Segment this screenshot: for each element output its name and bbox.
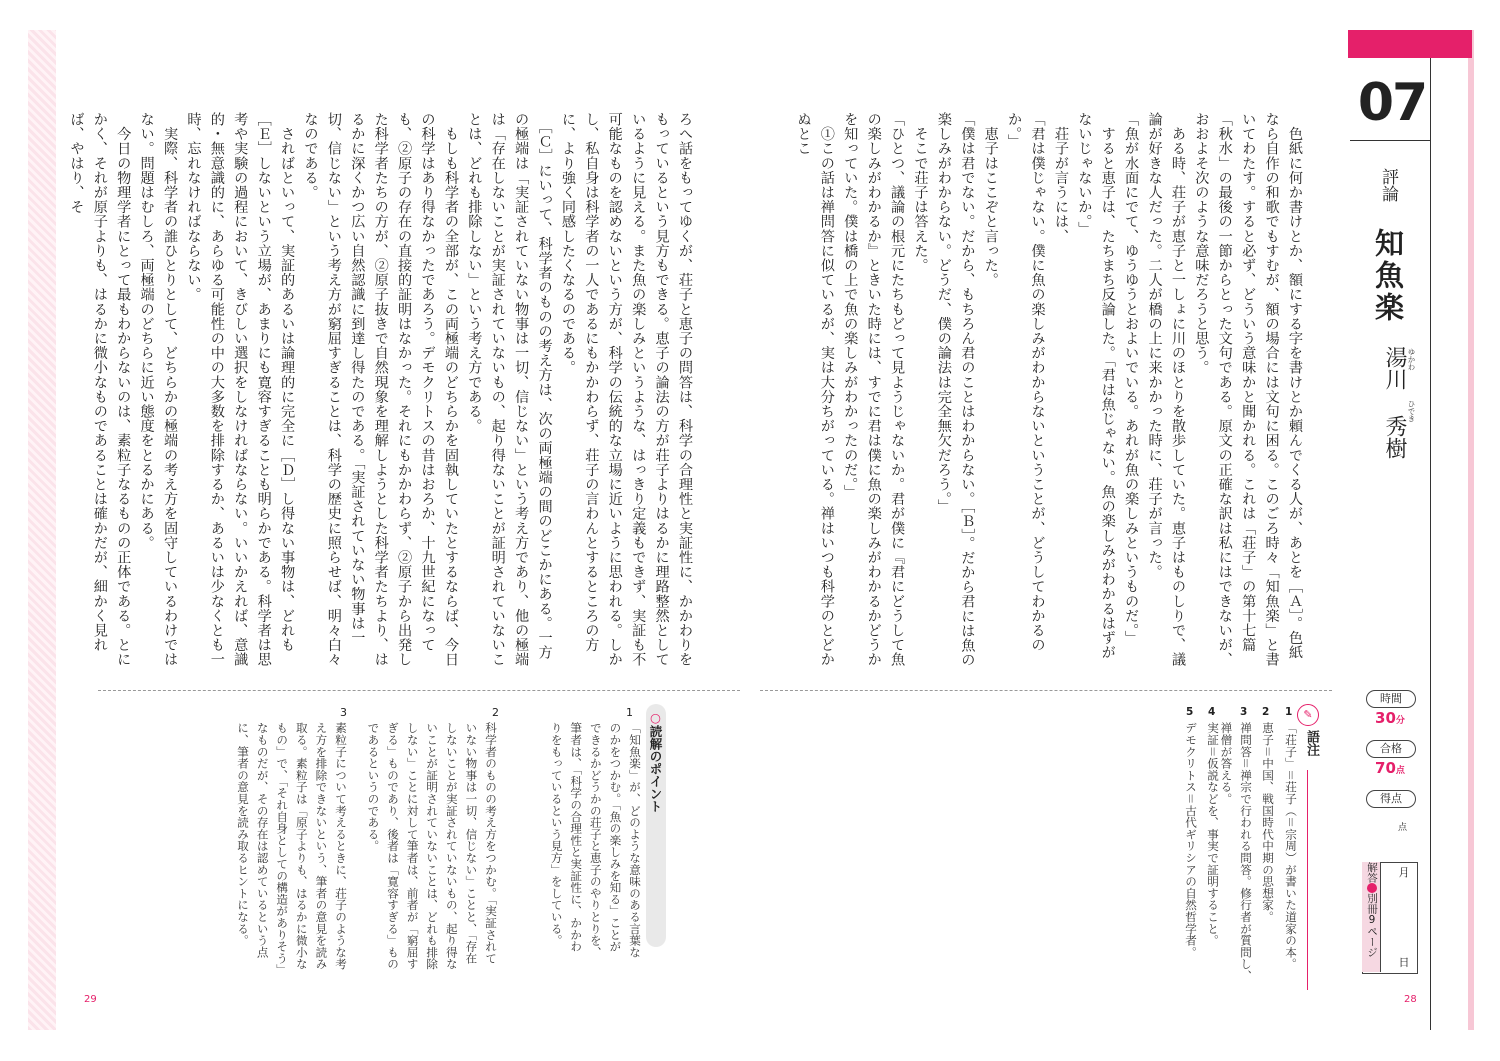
glossary-note-number: 5 [1186,706,1194,718]
glossary-heading: 語注 [1304,730,1319,756]
right-page-divider [760,690,1332,691]
lesson-title: 知魚楽 [1371,228,1405,324]
glossary-note: デモクリトス＝古代ギリシアの自然哲学者。 [1184,722,1198,958]
date-fields [1396,866,1412,970]
lesson-number: 07 [1357,73,1427,133]
main-text-right-page: 色紙に何か書けとか、額にする字を書けとか頼んでくる人が、あとを［Ａ］。色紙なら自作の和歌でもすむが、額の場合には文句に困る。このごろ時々「知魚楽」と書いてわたす。すると必ず、どういう意味かと聞かれる。これは「荘子」の第十七篇「秋水」の最後の一節からとった文句である。原文の正確な訳は私にはできないが、おおよそ次のような意味だろうと思う。 ある時、荘子が恵子と一しょに川のほとりを散歩していた。恵子はものしりで、議論が好きな人だった。二人が橋の上に来かかった時に、荘子が言った。 「魚が水面にでて、ゆうゆうとおよいでいる。あれが魚の楽しみというものだ。」 すると恵子は、たちまち反論した。「君は魚じゃない。魚の楽しみがわかるはずがないじゃないか。」 荘子が言うには、 「君は僕じゃない。僕に魚の楽しみがわからないということが、どうしてわかるのか。」 恵子はここぞと言った。 「僕は君でない。だから、もちろん君のことはわからない。［Ｂ］。だから君には魚の楽しみがわからない。どうだ、僕の論法は完全無欠だろう。」 そこで荘子は答えた。 「ひとつ、議論の根元にたちもどって見ようじゃないか。君が僕に『君にどうして魚の楽しみがわかるか』ときいた時には、すでに君は僕に魚の楽しみがわかるかどうかを知っていた。僕は橋の上で魚の楽しみがわかったのだ。」 ①この話は禅問答に似ているが、実は大分ちがっている。禅はいつも科学のとどかぬとこ [795,112,1303,668]
glossary-note-number: 3 [1240,706,1248,718]
glossary-note: 実証＝仮説などを、事実で証明すること。 [1206,722,1220,947]
answer-date-separator [1380,862,1381,972]
pencil-icon: ✎ [1297,704,1319,726]
author-ruby-family: ゆかわ [1407,348,1416,371]
main-text-left-page: ろへ話をもってゆくが、荘子と恵子の問答は、科学の合理性と実証性に、かかわりをもっているという見方もできる。恵子の論法の方が荘子よりはるかに理路整然としているように見える。また魚の楽しみというような、はっきり定義もできず、実証も不可能なものを認めないという方が、科学の伝統的な立場に近いように思われる。しかし、私自身は科学者の一人であるにもかかわらず、荘子の言わんとするところの方に、より強く同感したくなるのである。 ［Ｃ］にいって、科学者のものの考え方は、次の両極端の間のどこかにある。一方の極端は「実証されていない物事は一切、信じない」という考え方であり、他の極端は「存在しないことが実証されていないもの、起り得ないことが証明されていないことは、どれも排除しない」という考え方である。 もしも科学者の全部が、この両極端のどちらかを固執していたとするならば、今日の科学はあり得なかったであろう。デモクリトスの昔はおろか、十九世紀になっても、②原子の存在の直接的証明はなかった。それにもかかわらず、②原子から出発した科学者たちの方が、②原子抜きで自然現象を理解しようとした科学者たちより、はるかに深くかつ広い自然認識に到達し得たのである。「実証されていない物事は一切、信じない」という考え方が窮屈すぎることは、科学の歴史に照らせば、明々白々なのである。 さればといって、実証的あるいは論理的に完全に［Ｄ］し得ない事物は、どれも［Ｅ］しないという立場が、あまりにも寛容すぎることも明らかである。科学者は思考や実験の過程において、きびしい選択をしなければならない。いいかえれば、意識的・無意識的に、あらゆる可能性の中の大多数を排除するか、あるいは少なくとも一時、忘れなければならない。 実際、科学者の誰ひとりとして、どちらかの極端の考え方を固守しているわけではない。問題はむしろ、両極端のどちらに近い態度をとるかにある。 今日の物理学者にとって最もわからないのは、素粒子なるものの正体である。とにかく、それが原子よりも、はるかに微小なものであることは確かだが、細かく見れば、やはり、そ [68,112,693,667]
glossary-note: 恵子＝中国、戦国時代中期の思想家。 [1261,722,1275,923]
page-number-right: 28 [1404,994,1417,1005]
month-label: 月 [1398,866,1410,879]
reading-point: 科学者のものの考え方をつかむ。「実証されていない物事は一切、信じない」ことと、「存在しないことが実証されていないもの、起り得ないことが証明されていないことは、どれも排除しない」ことに対して筆者は、前者が「窮屈すぎる」ものであり、後者は「寛容すぎる」ものであるというのである。 [366,722,498,970]
score-unit: 点 [1398,823,1408,833]
reading-point-number: 2 [492,706,499,719]
page-number-left: 29 [84,994,97,1005]
sidebar-vertical-rule [1430,58,1431,1030]
glossary-rule [1307,770,1308,990]
reading-point: 「知魚楽」が、どのような意味のある言葉なのかをつかむ。「魚の楽しみを知る」ことができるかどうかの荘子と恵子のやりとりを、筆者は、「科学の合理性と実証性に、かかわりをもっているという見方」をしている。 [549,722,642,958]
lesson-author: 湯川 秀樹 [1382,346,1407,459]
glossary-note-number: 2 [1262,706,1270,718]
glossary-note-number: 4 [1208,706,1216,718]
day-label: 日 [1398,956,1410,969]
score-label: 得点 [1366,790,1416,808]
circle-icon: ○ [648,710,663,725]
glossary-note: 禅問答＝禅宗で行われる問答。修行者が質問し、禅僧が答える。 [1219,722,1253,982]
reading-point-number: 1 [626,706,633,719]
time-label: 時間 [1366,690,1416,708]
header-accent-bar [1348,30,1472,58]
pass-value: 70点 [1375,759,1405,777]
reading-point: 素粒子について考えるときに、荘子のような考え方を排除できないという、筆者の意見を読み取る。素粒子は「原子よりも、はるかに微小なもの」で、「それ自身としての構造がありそう」なものだが、その存在は認めているという点に、筆者の意見を読み取るヒントになる。 [236,722,348,970]
left-decorative-strip [28,30,56,1030]
lesson-number-rule [1350,140,1430,141]
left-page-divider [98,690,740,691]
right-decorative-strip [1468,30,1474,1030]
lesson-genre: 評論 [1378,168,1398,202]
author-ruby-given: ひでき [1407,400,1416,423]
glossary-note-number: 1 [1285,706,1293,718]
arrow-icon [1367,883,1377,893]
time-value: 30分 [1375,709,1405,727]
pass-label: 合格 [1366,740,1416,758]
answer-reference: 解答別冊9ページ [1362,862,1380,972]
glossary-note: 「荘子」＝荘子（＝宗周）が書いた道家の本。 [1284,722,1298,970]
reading-points-heading: ○読解のポイント [648,710,663,813]
reading-point-number: 3 [340,706,347,719]
